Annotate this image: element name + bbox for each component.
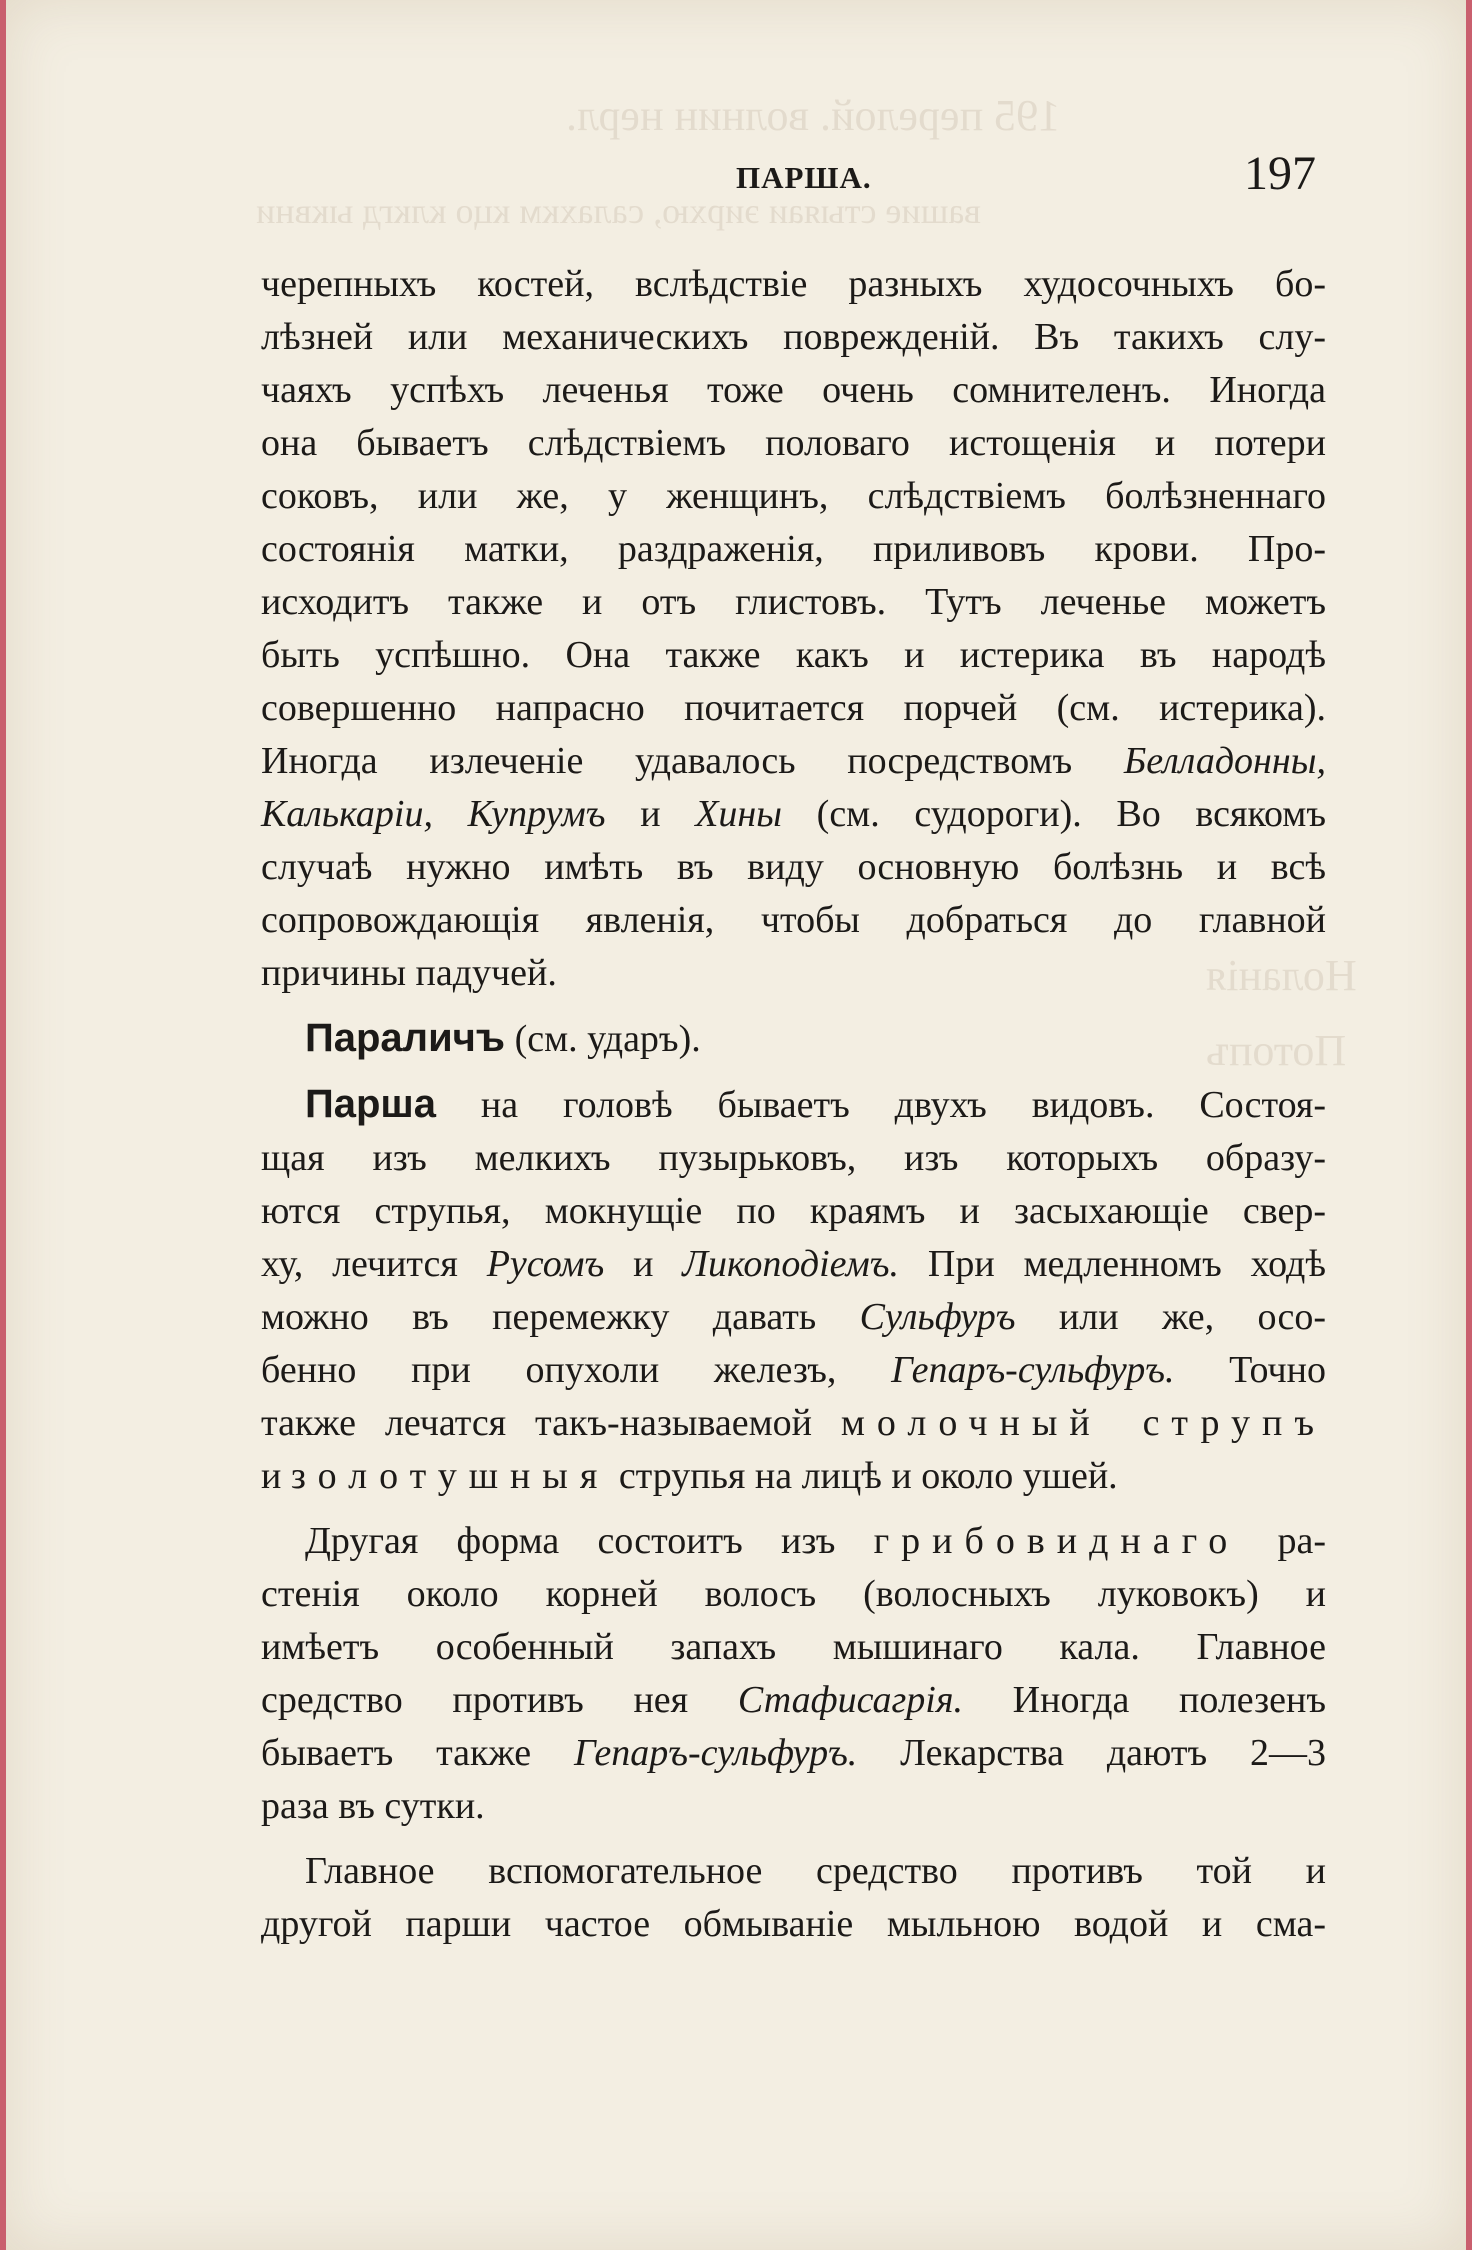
entry-parsha: Парша на головѣ бываетъ двухъ видовъ. Состоя-	[305, 1082, 1326, 1126]
page-number: 197	[1244, 147, 1316, 200]
remedy-name: Гепаръ-сульфуръ.	[573, 1732, 858, 1774]
entry-heading: Парша	[305, 1082, 437, 1126]
text-line: исходитъ также и отъ глистовъ. Тутъ леченье можетъ	[261, 581, 1326, 623]
text-line: ются струпья, мокнущіе по краямъ и засыхающіе свер-	[261, 1190, 1326, 1232]
text-line: ху, лечится Русомъ и Ликоподіемъ. При медленномъ ходѣ	[261, 1243, 1326, 1285]
text-line: совершенно напрасно почитается порчей (см. истерика).	[261, 687, 1326, 729]
text-line: средство противъ нея Стафисагрія. Иногда полезенъ	[261, 1679, 1326, 1721]
text-line: лѣзней или механическихъ поврежденій. Въ такихъ слу-	[261, 316, 1326, 358]
text-line: также лечатся такъ-называемой молочный струпъ	[261, 1402, 1326, 1444]
book-page	[6, 0, 1466, 2250]
entry-paralich: Параличъ (см. ударъ).	[305, 1016, 701, 1060]
text-line: можно въ перемежку давать Сульфуръ или же, осо-	[261, 1296, 1326, 1338]
text-line: черепныхъ костей, вслѣдствіе разныхъ худосочныхъ бо-	[261, 263, 1326, 305]
body-text	[261, 258, 1326, 1951]
bleed-through-text: 195 перелой. волнин нерл.	[566, 91, 1061, 140]
remedy-name: Белладонны,	[1123, 740, 1326, 782]
text-line: бенно при опухоли железъ, Гепаръ-сульфуръ. Точно	[261, 1349, 1327, 1391]
entry-heading: Параличъ	[305, 1016, 506, 1060]
running-title: ПАРША.	[736, 160, 872, 195]
text-line: случаѣ нужно имѣть въ виду основную болѣзнь и всѣ	[261, 846, 1326, 888]
text-line: быть успѣшно. Она также какъ и истерика въ народѣ	[261, 634, 1326, 676]
bleed-through-text: вашие стыяаи эирхю, салахкм кцо клкгд ыквни	[256, 191, 981, 231]
text-line: состоянія матки, раздраженія, приливовъ крови. Про-	[261, 528, 1326, 570]
text-line: она бываетъ слѣдствіемъ половаго истощенія и потери	[261, 422, 1326, 464]
spaced-term: молочный струпъ	[840, 1402, 1326, 1444]
remedy-name: Хины	[695, 793, 782, 835]
bleed-through-text: Потопъ	[1206, 1026, 1347, 1075]
text-line: стенія около корней волосъ (волосныхъ луковокъ) и	[261, 1573, 1326, 1615]
remedy-name: Калькаріи,	[261, 793, 433, 835]
text-line: другой парши частое обмываніе мыльною водой и сма-	[261, 1903, 1326, 1945]
text-line: соковъ, или же, у женщинъ, слѣдствіемъ болѣзненнаго	[261, 475, 1326, 517]
text-line: бываетъ также Гепаръ-сульфуръ. Лекарства даютъ 2—3	[261, 1732, 1326, 1774]
text-line: Главное вспомогательное средство противъ той и	[305, 1850, 1326, 1892]
remedy-name: Стафисагрія.	[737, 1679, 964, 1721]
text-line: Калькаріи, Купрумъ и Хины (см. судороги). Во всякомъ	[261, 793, 1326, 835]
text-line: раза въ сутки.	[261, 1785, 485, 1827]
text-line: чаяхъ успѣхъ леченья тоже очень сомнителенъ. Иногда	[261, 369, 1326, 411]
spaced-term: золотушныя	[290, 1455, 610, 1497]
remedy-name: Сульфуръ	[859, 1296, 1016, 1338]
remedy-name: Ликоподіемъ.	[682, 1243, 900, 1285]
text-line: Иногда излеченіе удавалось посредствомъ Белладонны,	[261, 740, 1326, 782]
remedy-name: Русомъ	[486, 1243, 605, 1285]
bleed-through-text: Ноланія	[1206, 951, 1357, 1000]
remedy-name: Купрумъ	[467, 793, 606, 835]
spaced-term: грибовиднаго	[873, 1520, 1240, 1562]
remedy-name: Гепаръ-сульфуръ.	[891, 1349, 1175, 1391]
text-line: имѣетъ особенный запахъ мышинаго кала. Главное	[261, 1626, 1326, 1668]
text-line: Другая форма состоитъ изъ грибовиднаго ра-	[305, 1520, 1326, 1562]
text-line: сопровождающія явленія, чтобы добраться до главной	[261, 899, 1326, 941]
text-line: причины падучей.	[261, 952, 557, 994]
text-line: и золотушныя струпья на лицѣ и около ушей.	[261, 1455, 1118, 1497]
text-line: щая изъ мелкихъ пузырьковъ, изъ которыхъ образу-	[261, 1137, 1326, 1179]
